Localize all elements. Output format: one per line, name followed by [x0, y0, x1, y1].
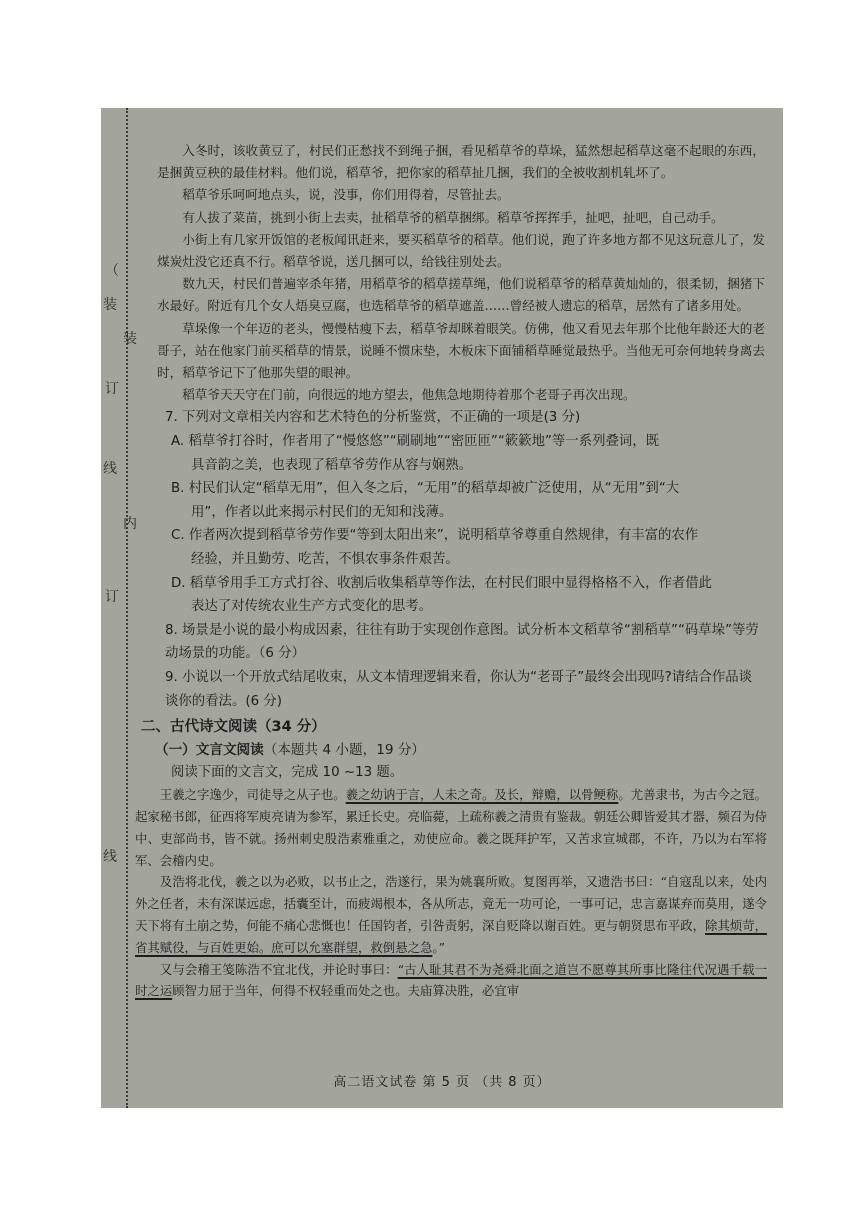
binding-dotted-line	[126, 108, 128, 1108]
option-line: 经验，并且勤劳、吃苦，不惧农事条件艰苦。	[191, 552, 459, 567]
story-text	[157, 140, 765, 406]
option-line: C. 作者两次提到稻草爷劳作要“等到太阳出来”，说明稻草爷尊重自然规律，有丰富的农作	[171, 528, 699, 544]
exam-page	[101, 108, 783, 1108]
story-paragraph: 数九天，村民们普遍宰杀年猪，用稻草爷的稻草搓草绳，他们说稻草爷的稻草黄灿灿的，很柔韧，捆猪下水最好。附近有几个女人焐臭豆腐，也选稻草爷的稻草遮盖……曾经被人遗忘的稻草，居然有了诸多用处。	[157, 276, 765, 314]
page-footer: 高二语文试卷 第 5 页 （共 8 页）	[333, 1075, 551, 1090]
underlined-text: “古人耻其君不为尧舜北面之道岂不愿尊其所事比隆往代况遇千载一时之运	[135, 961, 767, 999]
page-content	[135, 140, 768, 1002]
option-line: 表达了对传统农业生产方式变化的思考。	[191, 599, 433, 615]
question-7-option-b	[157, 477, 765, 524]
classical-paragraph	[135, 784, 767, 871]
story-paragraph: 稻草爷天天守在门前，向很远的地方望去，他焦急地期待着那个老哥子再次出现。	[182, 387, 636, 403]
classical-text	[135, 784, 768, 1002]
classical-paragraph	[135, 959, 767, 1003]
binding-char: 订	[105, 381, 119, 397]
question-7-stem: 7. 下列对文章相关内容和艺术特色的分析鉴赏，不正确的一项是(3 分)	[165, 410, 581, 426]
option-line: A. 稻草爷打谷时，作者用了“慢悠悠”“刷刷地”“密匝匝”“簌簌地”等一系列叠词，既	[171, 434, 660, 450]
option-line: B. 村民们认定“稻草无用”，但入冬之后，“无用”的稻草却被广泛使用，从“无用”到“大	[171, 481, 680, 497]
text-run: 。”	[432, 939, 445, 955]
question-7	[157, 406, 765, 618]
binding-char: 装	[103, 297, 117, 313]
subsection-label: （一）文言文阅读	[155, 742, 264, 759]
option-line: D. 稻草爷用手工方式打谷、收割后收集稻草等作法，在村民们眼中显得格格不入，作者借此	[171, 575, 713, 591]
reading-instruction: 阅读下面的文言文，完成 10 ~13 题。	[171, 765, 404, 781]
underlined-text: 除其烦苛，省其赋役，与百姓更始。庶可以允塞群望，救倒悬之急	[135, 917, 768, 955]
question-9: 9. 小说以一个开放式结尾收束，从文本情理逻辑来看，你认为“老哥子”最终会出现吗?请结合作品谈谈你的看法。(6 分)	[165, 669, 753, 709]
option-line: 具音韵之美，也表现了稻草爷劳作从容与娴熟。	[191, 457, 473, 473]
binding-char: 线	[103, 849, 117, 865]
question-7-option-c	[157, 524, 765, 571]
story-paragraph: 小街上有几家开饭馆的老板闻讯赶来，要买稻草爷的稻草。他们说，跑了许多地方都不见这玩意儿了，发煤炭灶没它还真不行。稻草爷说，送几捆可以，给钱往别处去。	[157, 231, 765, 270]
subsection-title	[155, 739, 765, 762]
classical-paragraph	[135, 871, 767, 958]
binding-char: （	[105, 263, 119, 279]
text-run: 及浩将北伐，羲之以为必败，以书止之，浩遂行，果为姚襄所败。复图再举，又遗浩书曰：“自寇乱以来，处内外之任者，未有深谋远虑，括囊至计，而疲竭根本，各从所志，竟无一功可论，一事可记，忠言嘉谋弃而莫用，遂令天下将有土崩之势，何能不痛心悲慨也！任国钧者，引咎责躬，深自贬降以谢百姓。更与朝贤思布平政，	[135, 874, 767, 933]
binding-char: 装	[123, 331, 137, 347]
story-paragraph: 有人拔了菜苗，挑到小街上去卖，扯稻草爷的稻草捆绑。稻草爷挥挥手，扯吧，扯吧，自己动手。	[182, 209, 724, 225]
story-paragraph: 草垛像一个年迈的老头，慢慢枯瘦下去，稻草爷却眯着眼笑。仿佛，他又看见去年那个比他年龄还大的老哥子，站在他家门前买稻草的情景，说睡不惯床垫，木板床下面铺稻草睡觉最热乎。当他无可奈何地转身离去时，稻草爷记下了他那失望的眼神。	[157, 320, 765, 381]
question-7-option-a	[157, 430, 765, 477]
story-paragraph: 稻草爷乐呵呵地点头，说，没事，你们用得着，尽管扯去。	[182, 187, 510, 203]
binding-char: 订	[105, 589, 119, 605]
text-run: 又与会稽王笺陈浩不宜北伐，并论时事曰：	[159, 961, 398, 977]
question-8: 8. 场景是小说的最小构成因素，往往有助于实现创作意图。试分析本文稻草爷“割稻草”“码草垛”等劳动场景的功能。（6 分）	[165, 622, 759, 662]
text-run: 王羲之字逸少，司徒导之从子也。	[159, 787, 346, 803]
question-7-option-d	[157, 572, 765, 619]
subsection-note: （本题共 4 小题，19 分）	[263, 742, 426, 759]
story-paragraph: 入冬时，该收黄豆了，村民们正愁找不到绳子捆，看见稻草爷的草垛，猛然想起稻草这毫不起眼的东西，是捆黄豆秧的最佳材料。他们说，稻草爷，把你家的稻草扯几捆，我们的全被收割机轧坏了。	[157, 143, 765, 181]
section-title: 二、古代诗文阅读（34 分）	[141, 719, 326, 736]
underlined-text: 羲之幼讷于言，人未之奇。及长，辩赡，以骨鲠称	[345, 787, 619, 803]
text-run: 。尤善隶书，为古今之冠。起家秘书郎，征西将军庾亮请为参军，累迁长史。亮临薨，上疏称羲之清贵有鉴裁。朝廷公卿皆爱其才器，频召为侍中、吏部尚书，皆不就。扬州刺史殷浩素雅重之，劝使应命。羲之既拜护军，又苦求宣城郡，不许，乃以为右军将军、会稽内史。	[135, 787, 768, 868]
text-run: 顾智力屈于当年，何得不权轻重而处之也。夫庙算决胜，必宜审	[172, 983, 520, 999]
binding-char: 线	[103, 461, 117, 477]
option-line: 用”，作者以此来揭示村民们的无知和浅薄。	[191, 504, 453, 520]
binding-char: 内	[123, 516, 137, 532]
